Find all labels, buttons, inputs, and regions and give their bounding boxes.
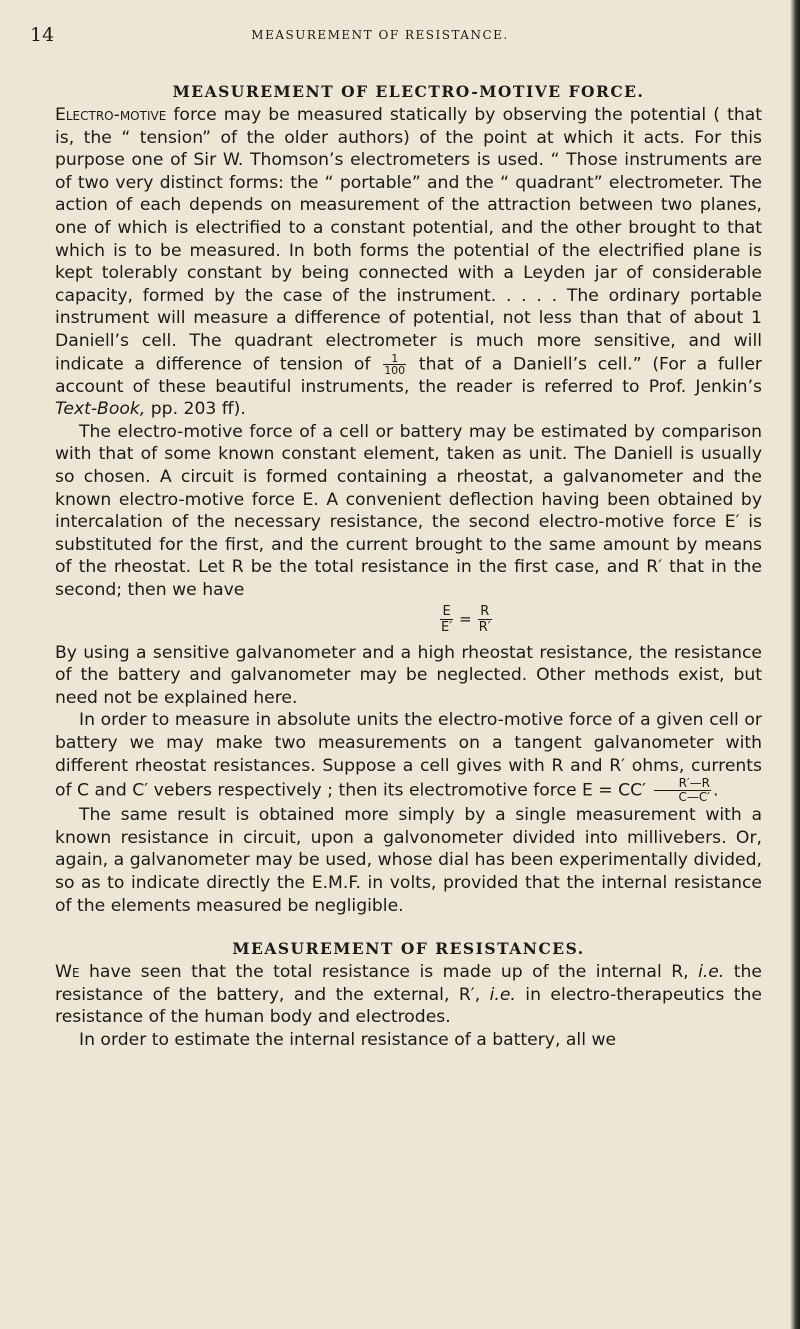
formula-rhs-num: R <box>478 604 492 620</box>
paragraph-absolute-units <box>55 709 762 804</box>
paragraph-resistances-intro <box>55 961 762 1029</box>
paragraph-text: the resistance of the battery, and the external, R′, <box>55 962 763 1005</box>
paragraph-text: In order to measure in absolute units the electro-motive force of a given cell or battery we may make two measurements on a tangent galvanometer with different rheostat resistances. Suppose a cell gives with R and R′ ohms, currents of C and C′ vebers respectively ; then its electromotive force E = CC′ <box>55 710 762 801</box>
formula-ratio <box>55 602 762 642</box>
fraction-numerator: R′—R <box>654 777 711 791</box>
formula-block <box>438 604 494 635</box>
fraction-numerator: 1 <box>383 353 406 365</box>
paragraph-text: in electro-therapeutics the resistance of the human body and electrodes. <box>55 984 762 1028</box>
formula-rhs-den: R′ <box>478 619 491 635</box>
paragraph-text: force may be measured statically by observing the potential ( that is, the “ tension” of the older authors) of the point at which it acts. For this purpose one of Sir W. Thomson’s electrometers is used. “ Those instruments are of two very distinct forms: the “ portable” and the “ quadrant” electrometer. The action of each depends on measurement of the attraction between two planes, one of which is electrified to a constant potential, and the other brought to that which is to be measured. In both forms the potential of the electrified plane is kept tolerably constant by being connected with a Leyden jar of considerable capacity, formed by the case of the instrument. . . . . The ordinary portable instrument will measure a difference of potential, not less than that of about 1 Daniell’s cell. The quadrant electrometer is much more sensitive, and will indicate a difference of tension of <box>55 105 762 375</box>
paragraph-single-measurement: The same result is obtained more simply by a single measurement with a known resistance in circuit, upon a galvonometer divided into millivebers. Or, again, a galvanometer may be used, whose dial has been experimentally divided, so as to indicate directly the E.M.F. in volts, provided that the internal resistance of the elements measured be negligible. <box>55 805 762 916</box>
abbreviation-ie: i.e. <box>698 962 725 983</box>
formula-lhs <box>440 604 453 635</box>
section-gap <box>55 917 762 937</box>
fraction-denominator: C—C′ <box>678 790 711 805</box>
fraction-emf <box>654 777 711 804</box>
page-number: 14 <box>30 24 55 46</box>
formula-lhs-num: E <box>440 604 453 620</box>
book-title: Text-Book, <box>55 399 146 420</box>
running-head <box>0 24 760 48</box>
running-title: MEASUREMENT OF RESISTANCE. <box>251 28 509 42</box>
page-edge <box>790 0 800 1329</box>
paragraph-text: . <box>713 780 719 801</box>
fraction-one-hundredth <box>383 353 406 376</box>
formula-lhs-den: E′ <box>441 619 453 635</box>
page-content <box>55 80 762 1051</box>
abbreviation-ie: i.e. <box>489 984 516 1005</box>
paragraph-internal-resistance: In order to estimate the internal resistance of a battery, all we <box>79 1029 617 1050</box>
formula-equals: = <box>459 610 472 629</box>
paragraph-text: pp. 203 ff). <box>145 399 246 420</box>
lead-word: Electro-motive <box>55 105 167 125</box>
lead-word: We <box>55 962 80 983</box>
paragraph-text: have seen that the total resistance is made up of the internal R, <box>79 962 699 983</box>
paragraph-comparison: The electro-motive force of a cell or battery may be estimated by comparison with that of some known constant element, taken as unit. The Daniell is usually so chosen. A circuit is formed containing a rheostat, a galvanometer and the known electro-motive force E. A convenient deflection having been obtained by intercalation of the necessary resistance, the second electro-motive force E′ is substituted for the first, and the current brought to the same amount by means of the rheostat. Let R be the total resistance in the first case, and R′ that in the second; then we have <box>55 421 762 600</box>
section-heading-resistances: MEASUREMENT OF RESISTANCES. <box>232 939 585 959</box>
formula-rhs <box>478 604 492 635</box>
section-heading-emf: MEASUREMENT OF ELECTRO-MOTIVE FORCE. <box>172 82 645 101</box>
paragraph-emf-intro <box>55 104 762 421</box>
fraction-denominator: 100 <box>384 363 406 377</box>
paragraph-sensitive-galvanometer: By using a sensitive galvanometer and a high rheostat resistance, the resistance of the battery and galvanometer may be neglected. Other methods exist, but need not be explained here. <box>55 642 762 708</box>
paragraph-text: that of a Daniell’s cell.” (For a fuller account of these beautiful instruments, the reader is referred to Prof. Jenkin’s <box>55 354 762 397</box>
